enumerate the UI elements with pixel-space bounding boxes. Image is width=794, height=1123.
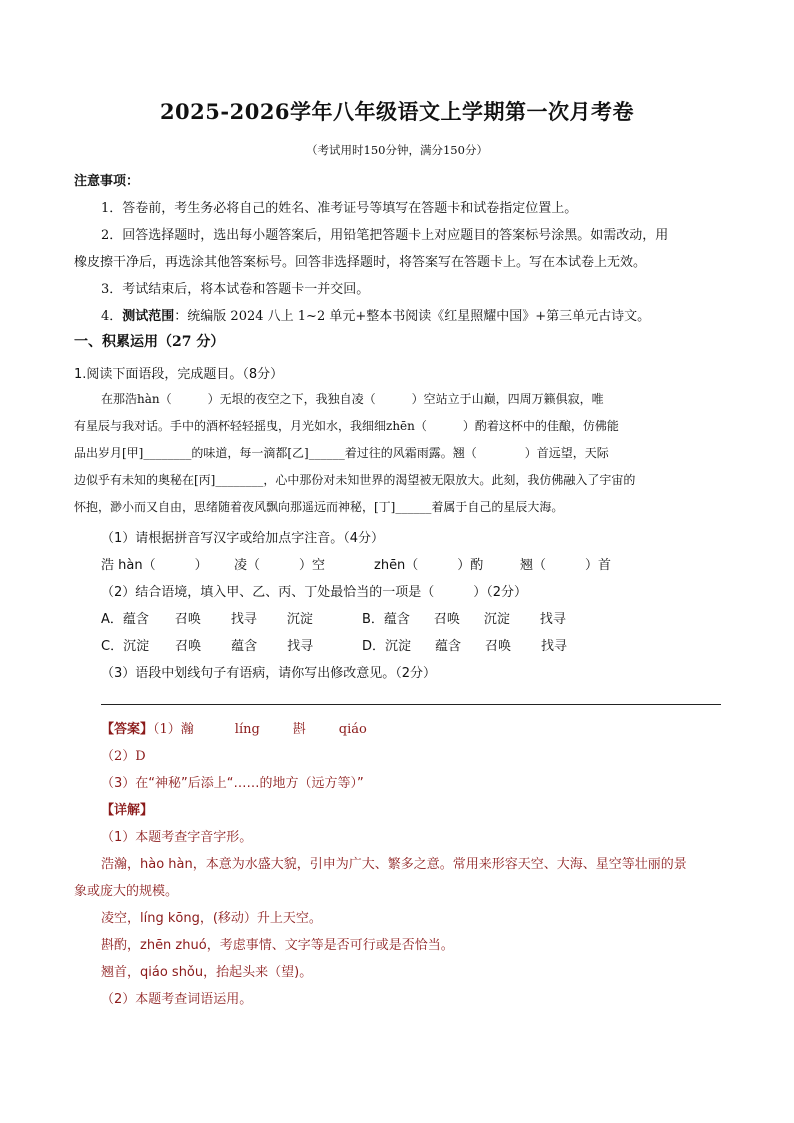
option-word: 沉淀 (483, 612, 510, 627)
notice-item: 1．答卷前，考生务必将自己的姓名、准考证号等填写在答题卡和试卷指定位置上。 (101, 201, 578, 216)
answer-item: qiáo (338, 722, 367, 737)
notice-item-continued: 橡皮擦干净后，再选涂其他答案标号。回答非选择题时，将答案写在答题卡上。写在本试卷上无效。 (74, 255, 647, 270)
detail-line: 凌空，líng kōng，(移动）升上天空。 (101, 911, 322, 926)
sub-question: （2）结合语境，填入甲、乙、丙、丁处最恰当的一项是（ ）（2分） (101, 585, 528, 600)
answer-item: líng (234, 722, 260, 737)
answer-line-3: （3）在“神秘”后添上“……的地方（远方等）” (101, 776, 364, 791)
answer-label: 【答案】 (101, 722, 154, 737)
section-heading: 一、积累运用（27 分） (74, 334, 225, 350)
answer-line (101, 704, 721, 705)
option-word: 蕴含 (231, 639, 258, 654)
blank-item: 浩 hàn（ ） (101, 558, 208, 573)
answer-line-2: （2）D (101, 749, 146, 764)
notice-heading: 注意事项： (74, 174, 140, 189)
passage-line: 怀抱，渺小而又自由，思绪随着夜风飘向那遥远而神秘，[丁]______着属于自己的星辰大海。 (74, 500, 564, 514)
notice-item-scope (101, 305, 650, 324)
option-label: B． (362, 612, 384, 627)
page-title: 2025-2026学年八年级语文上学期第一次月考卷 (159, 99, 635, 124)
blank-item: zhēn（ ）酌 (374, 558, 484, 573)
option-word: 蕴含 (383, 612, 410, 627)
detail-label: 【详解】 (101, 803, 154, 818)
sub-question: （3）语段中划线句子有语病，请你写出修改意见。（2分） (101, 666, 437, 681)
notice-scope-text: ：统编版 2024 八上 1~2 单元+整本书阅读《红星照耀中国》+第三单元古诗文。 (174, 309, 651, 324)
option-word: 找寻 (539, 612, 566, 627)
option-word: 召唤 (174, 612, 201, 627)
option-c (101, 635, 313, 654)
option-label: A． (101, 612, 123, 627)
page-subtitle: （考试用时150分钟，满分150分） (306, 143, 488, 157)
option-word: 找寻 (287, 639, 314, 654)
detail-line: 翘首，qiáo shǒu，抬起头来（望)。 (101, 965, 313, 980)
option-word: 召唤 (175, 639, 202, 654)
passage-line: 边似乎有未知的奥秘在[丙]________，心中那份对未知世界的渴望被无限放大。此刻，我仿佛融入了宇宙的 (74, 473, 636, 487)
option-word: 召唤 (485, 639, 512, 654)
sub-question: （1）请根据拼音写汉字或给加点字注音。（4分） (101, 531, 385, 546)
notice-item-number: 4． (101, 309, 123, 324)
option-word: 蕴含 (435, 639, 462, 654)
detail-line: 浩瀚，hào hàn，本意为水盛大貌，引申为广大、繁多之意。常用来形容天空、大海、星空等壮丽的景 (101, 857, 687, 872)
option-word: 找寻 (230, 612, 257, 627)
option-word: 召唤 (433, 612, 460, 627)
option-word: 蕴含 (122, 612, 149, 627)
option-d (362, 635, 567, 654)
answer-item: 斟 (292, 722, 306, 737)
option-word: 沉淀 (286, 612, 313, 627)
passage-line: 在那浩hàn（ ）无垠的夜空之下，我独自凌（ ）空站立于山巅，四周万籁俱寂，唯 (101, 392, 604, 406)
notice-item: 2．回答选择题时，选出每小题答案后，用铅笔把答题卡上对应题目的答案标号涂黑。如需改动，用 (101, 228, 669, 243)
option-label: C． (101, 639, 124, 654)
option-word: 沉淀 (385, 639, 412, 654)
blank-item: 凌（ ）空 (234, 558, 326, 573)
question-stem: 1.阅读下面语段，完成题目。（8分） (74, 367, 284, 382)
option-word: 沉淀 (123, 639, 150, 654)
option-label: D． (362, 639, 386, 654)
detail-outro: （2）本题考查词语运用。 (101, 992, 253, 1007)
blank-item: 翘（ ）首 (520, 558, 612, 573)
option-word: 找寻 (541, 639, 568, 654)
detail-intro: （1）本题考查字音字形。 (101, 830, 253, 845)
detail-line: 象或庞大的规模。 (74, 884, 179, 899)
option-b (362, 608, 566, 627)
notice-scope-label: 测试范围 (122, 309, 175, 324)
detail-line: 斟酌，zhēn zhuó，考虑事情、文字等是否可行或是否恰当。 (101, 938, 454, 953)
answer-line-1 (101, 718, 367, 737)
passage-line: 有星辰与我对话。手中的酒杯轻轻摇曳，月光如水，我细细zhēn（ ）酌着这杯中的佳酿，仿佛能 (74, 419, 619, 433)
passage-line: 品出岁月[甲]________的味道，每一滴都[乙]______着过往的风霜雨露。翘（ ）首远望，天际 (74, 446, 609, 460)
notice-item: 3．考试结束后，将本试卷和答题卡一并交回。 (101, 282, 370, 297)
answer-prefix: （1） (153, 722, 181, 737)
option-a (101, 608, 313, 627)
answer-item: 瀚 (180, 722, 194, 737)
